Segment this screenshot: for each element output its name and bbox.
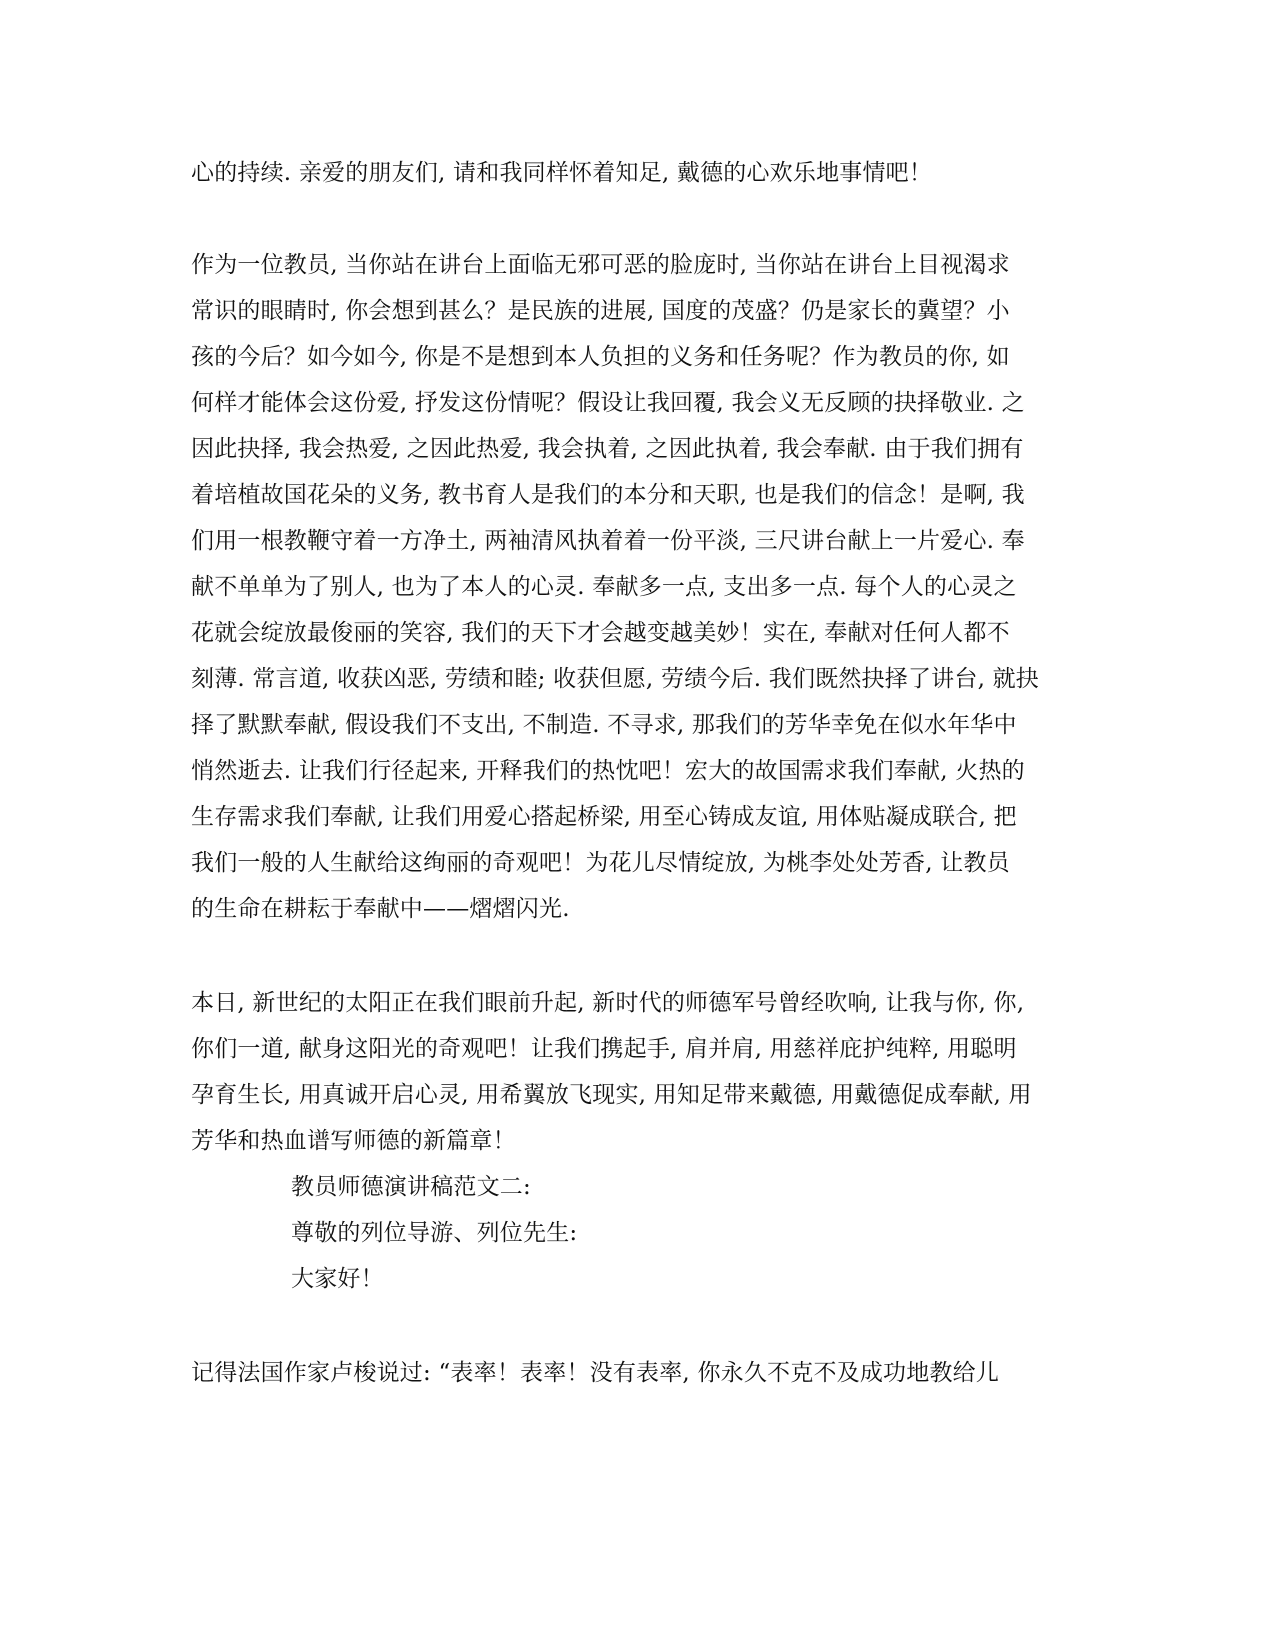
text-line: 孕育生长, 用真诚开启心灵, 用希翼放飞现实, 用知足带来戴德, 用戴德促成奉献, 用 bbox=[191, 1082, 1032, 1108]
text-line: 们用一根教鞭守着一方净土, 两袖清风执着着一份平淡, 三尺讲台献上一片爱心. 奉 bbox=[191, 528, 1025, 554]
greeting: 大家好！ bbox=[291, 1266, 384, 1292]
text-line: 悄然逝去. 让我们行径起来, 开释我们的热忱吧！宏大的故国需求我们奉献, 火热的 bbox=[191, 758, 1025, 784]
text-line: 孩的今后？如今如今, 你是不是想到本人负担的义务和任务呢？作为教员的你, 如 bbox=[191, 344, 1010, 370]
text-line: 的生命在耕耘于奉献中——熠熠闪光. bbox=[191, 896, 570, 922]
text-line: 常识的眼睛时, 你会想到甚么？是民族的进展, 国度的茂盛？仍是家长的冀望？小 bbox=[191, 298, 1010, 324]
text-line: 择了默默奉献, 假设我们不支出, 不制造. 不寻求, 那我们的芳华幸免在似水年华中 bbox=[191, 712, 1017, 738]
text-line: 我们一般的人生献给这绚丽的奇观吧！为花儿尽情绽放, 为桃李处处芳香, 让教员 bbox=[191, 850, 1010, 876]
section-heading: 教员师德演讲稿范文二: bbox=[291, 1174, 531, 1200]
text-line: 你们一道, 献身这阳光的奇观吧！让我们携起手, 肩并肩, 用慈祥庇护纯粹, 用聪明 bbox=[191, 1036, 1017, 1062]
text-line: 心的持续. 亲爱的朋友们, 请和我同样怀着知足, 戴德的心欢乐地事情吧！ bbox=[191, 160, 933, 186]
salutation: 尊敬的列位导游、列位先生: bbox=[291, 1220, 578, 1246]
text-line: 花就会绽放最俊丽的笑容, 我们的天下才会越变越美妙！实在, 奉献对任何人都不 bbox=[191, 620, 1010, 646]
text-line: 献不单单为了别人, 也为了本人的心灵. 奉献多一点, 支出多一点. 每个人的心灵之 bbox=[191, 574, 1017, 600]
text-line: 本日, 新世纪的太阳正在我们眼前升起, 新时代的师德军号曾经吹响, 让我与你, 你, bbox=[191, 990, 1025, 1016]
text-line: 刻薄. 常言道, 收获凶恶, 劳绩和睦; 收获但愿, 劳绩今后. 我们既然抉择了讲台, 就抉 bbox=[191, 666, 1039, 692]
text-line: 芳华和热血谱写师德的新篇章！ bbox=[191, 1128, 516, 1154]
text-line: 生存需求我们奉献, 让我们用爱心搭起桥梁, 用至心铸成友谊, 用体贴凝成联合, 把 bbox=[191, 804, 1017, 830]
text-line: 记得法国作家卢梭说过: “表率！表率！没有表率, 你永久不克不及成功地教给儿 bbox=[191, 1360, 1000, 1386]
text-line: 何样才能体会这份爱, 抒发这份情呢？假设让我回覆, 我会义无反顾的抉择敬业. 之 bbox=[191, 390, 1025, 416]
text-line: 作为一位教员, 当你站在讲台上面临无邪可恶的脸庞时, 当你站在讲台上目视渴求 bbox=[191, 252, 1010, 278]
text-line: 因此抉择, 我会热爱, 之因此热爱, 我会执着, 之因此执着, 我会奉献. 由于我们拥有 bbox=[191, 436, 1024, 462]
text-line: 着培植故国花朵的义务, 教书育人是我们的本分和天职, 也是我们的信念！是啊, 我 bbox=[191, 482, 1025, 508]
